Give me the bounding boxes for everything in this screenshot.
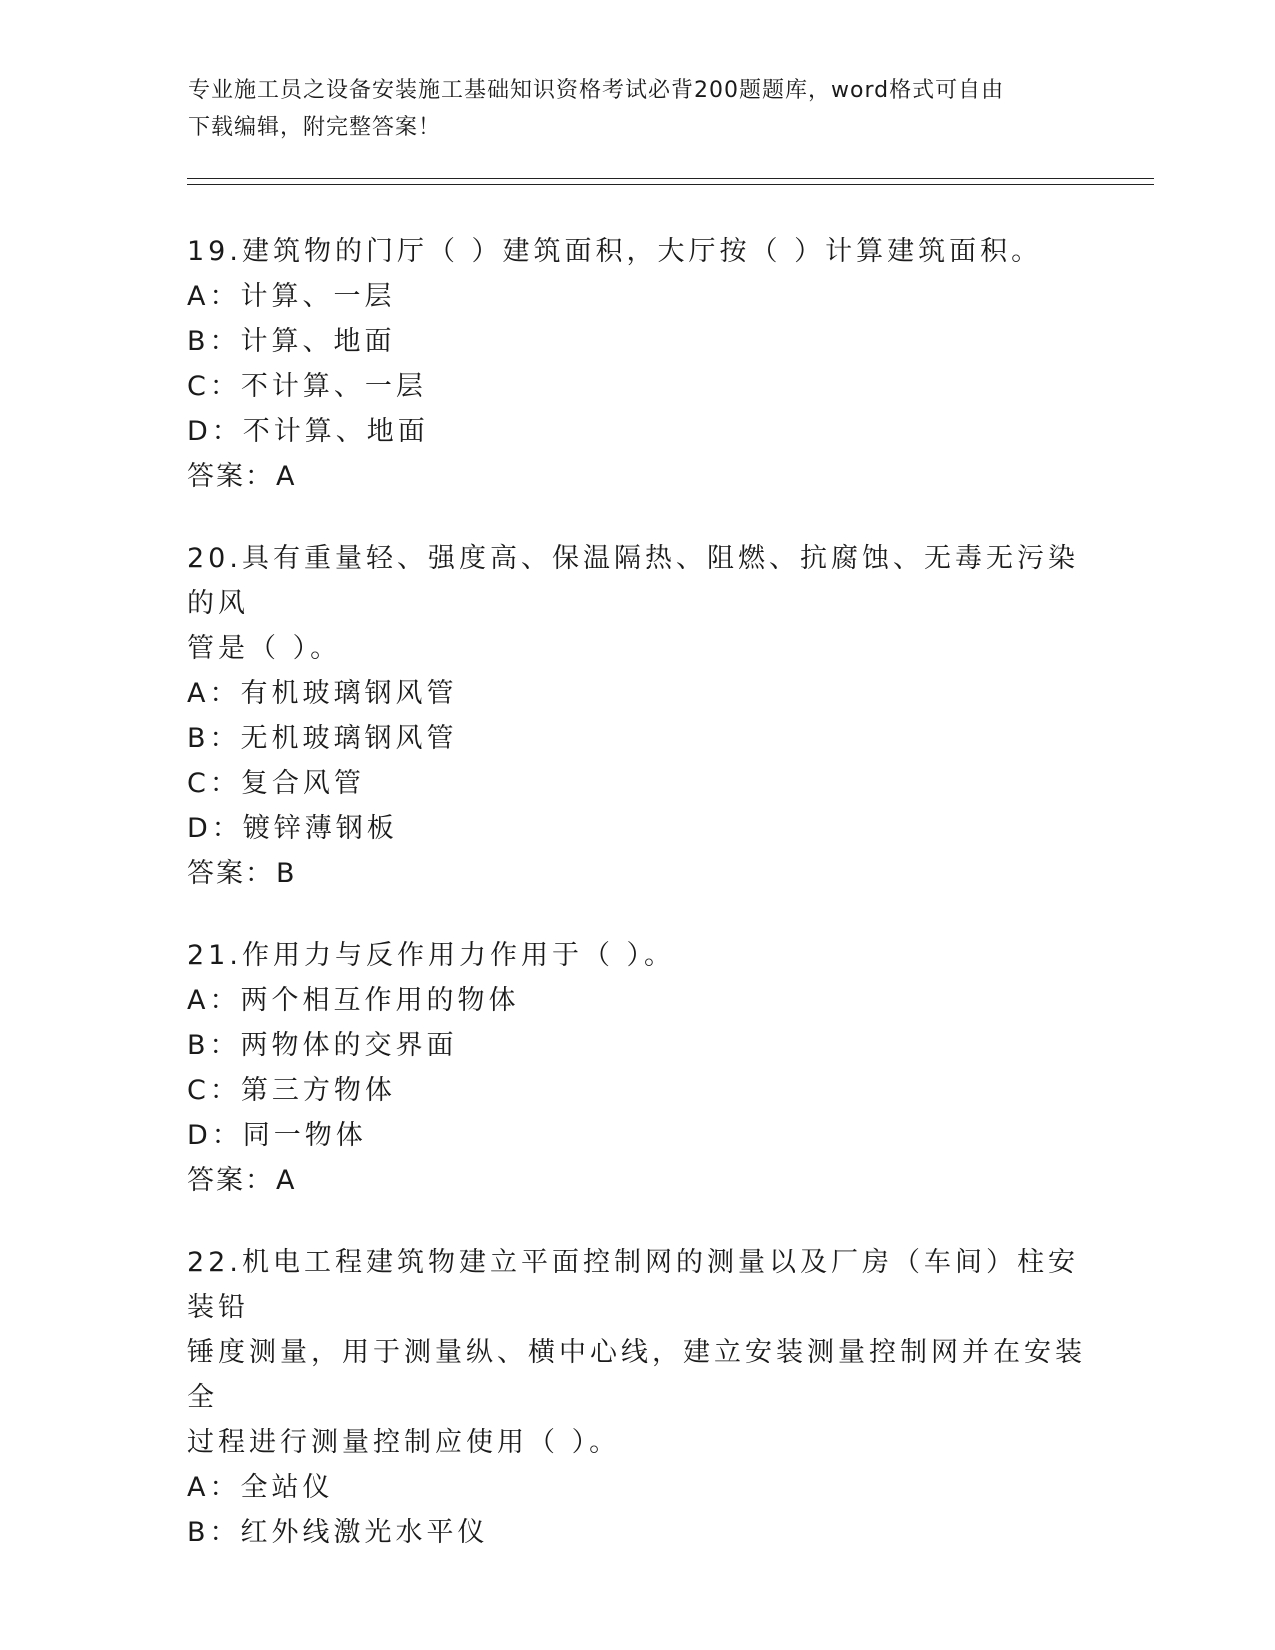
option-b: B：无机玻璃钢风管 — [187, 723, 458, 754]
question-text: 19.建筑物的门厅（ ）建筑面积，大厅按（ ）计算建筑面积。 — [187, 236, 1043, 267]
question-19 — [187, 229, 1087, 499]
option-a: A：有机玻璃钢风管 — [187, 678, 458, 709]
question-22 — [187, 1240, 1087, 1555]
option-a: A：两个相互作用的物体 — [187, 985, 520, 1016]
answer — [187, 454, 1087, 499]
question-text-line-1: 20.具有重量轻、强度高、保温隔热、阻燃、抗腐蚀、无毒无污染的风 — [187, 543, 1079, 619]
option-a: A：计算、一层 — [187, 281, 396, 312]
question-list — [187, 229, 1087, 1592]
option-b: B：红外线激光水平仪 — [187, 1517, 489, 1548]
question-20 — [187, 536, 1087, 896]
question-text-line-3: 过程进行测量控制应使用（ ）。 — [187, 1427, 621, 1458]
question-text-line-2: 管是（ ）。 — [187, 633, 342, 664]
answer-value: A — [276, 1165, 297, 1196]
option-b: B：计算、地面 — [187, 326, 396, 357]
answer-label: 答案： — [187, 1165, 274, 1196]
answer-label: 答案： — [187, 461, 274, 492]
header-line-2: 下载编辑，附完整答案！ — [188, 115, 442, 140]
header-divider — [187, 178, 1154, 185]
option-d: D：同一物体 — [187, 1120, 367, 1151]
option-d: D：不计算、地面 — [187, 416, 429, 447]
header-line-1: 专业施工员之设备安装施工基础知识资格考试必背200题题库，word格式可自由 — [188, 78, 1005, 103]
answer-label: 答案： — [187, 858, 274, 889]
question-text: 21.作用力与反作用力作用于（ ）。 — [187, 940, 676, 971]
option-c: C：复合风管 — [187, 768, 365, 799]
option-c: C：第三方物体 — [187, 1075, 396, 1106]
option-d: D：镀锌薄钢板 — [187, 813, 398, 844]
document-header — [188, 72, 1088, 146]
option-a: A：全站仪 — [187, 1472, 334, 1503]
answer — [187, 1158, 1087, 1203]
question-text-line-1: 22.机电工程建筑物建立平面控制网的测量以及厂房（车间）柱安装铅 — [187, 1247, 1079, 1323]
option-c: C：不计算、一层 — [187, 371, 427, 402]
answer — [187, 851, 1087, 896]
answer-value: B — [276, 858, 297, 889]
question-21 — [187, 933, 1087, 1203]
option-b: B：两物体的交界面 — [187, 1030, 458, 1061]
question-text-line-2: 锤度测量，用于测量纵、横中心线，建立安装测量控制网并在安装全 — [187, 1337, 1086, 1413]
answer-value: A — [276, 461, 297, 492]
